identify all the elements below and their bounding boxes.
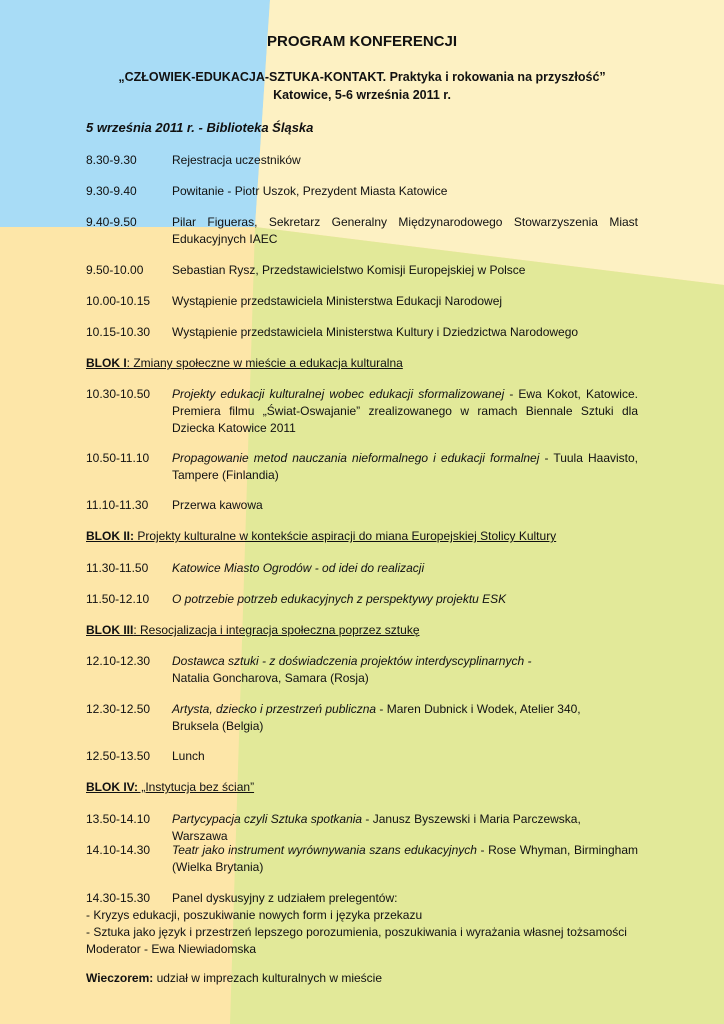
talk-title: Katowice Miasto Ogrodów - od idei do realizacji: [172, 561, 425, 575]
item-time: 10.00-10.15: [86, 294, 151, 308]
item-text: Rejestracja uczestników: [172, 153, 301, 167]
item-time: 9.40-9.50: [86, 215, 137, 229]
evening-label: Wieczorem:: [86, 971, 154, 985]
item-text: Wystąpienie przedstawiciela Ministerstwa Kultury i Dziedzictwa Narodowego: [172, 325, 579, 339]
item-time: 10.15-10.30: [86, 325, 151, 339]
talk-title: Projekty edukacji kulturalnej wobec edukacji sformalizowanej: [172, 387, 505, 401]
conference-date-place: Katowice, 5-6 września 2011 r.: [273, 88, 451, 102]
item-text: Pilar Figueras, Sekretarz Generalny Międzynarodowego Stowarzyszenia Miast Edukacyjnych IAEC: [172, 215, 638, 246]
item-time: 10.30-10.50: [86, 387, 151, 401]
block-heading: [86, 355, 403, 372]
panel-topic: - Sztuka jako język i przestrzeń lepszego porozumienia, poszukiwania i wyrażania własnej tożsamości: [86, 925, 627, 939]
block-heading: [86, 779, 254, 796]
conference-name: „CZŁOWIEK-EDUKACJA-SZTUKA-KONTAKT. Praktyka i rokowania na przyszłość”: [118, 70, 606, 84]
talk-speaker: Natalia Goncharova, Samara (Rosja): [172, 671, 369, 685]
document-title: PROGRAM KONFERENCJI: [266, 33, 457, 50]
block-label: BLOK IV:: [86, 780, 139, 794]
item-time: 12.30-12.50: [86, 702, 151, 716]
item-text: Lunch: [172, 749, 205, 763]
talk-speaker: - Janusz Byszewski i Maria Parczewska, Warszawa: [172, 812, 581, 843]
item-desc: [172, 653, 638, 687]
item-desc: [172, 560, 638, 577]
block-label: BLOK II:: [86, 529, 134, 543]
item-time: 14.10-14.30: [86, 843, 151, 857]
item-desc: [172, 450, 638, 484]
item-text: Wystąpienie przedstawiciela Ministerstwa Edukacji Narodowej: [172, 294, 503, 308]
item-time: 10.50-11.10: [86, 451, 150, 465]
item-time: 11.10-11.30: [86, 498, 149, 512]
item-desc: [172, 811, 638, 845]
panel-time: 14.30-15.30: [86, 891, 151, 905]
block-title: Projekty kulturalne w kontekście aspiracji do miana Europejskiej Stolicy Kultury: [134, 529, 557, 543]
day-heading: 5 września 2011 r. - Biblioteka Śląska: [86, 120, 314, 135]
block-heading: [86, 528, 556, 545]
block-label: BLOK I: [86, 356, 127, 370]
panel-moderator: Moderator - Ewa Niewiadomska: [86, 942, 257, 956]
block-title: „Instytucja bez ścian”: [138, 780, 255, 794]
item-time: 12.10-12.30: [86, 654, 151, 668]
item-text: Powitanie - Piotr Uszok, Prezydent Miasta Katowice: [172, 184, 448, 198]
panel-title: Panel dyskusyjny z udziałem prelegentów:: [172, 891, 398, 905]
item-desc: [172, 701, 602, 735]
talk-title: Teatr jako instrument wyrównywania szans edukacyjnych: [172, 843, 477, 857]
item-text: Sebastian Rysz, Przedstawicielstwo Komisji Europejskiej w Polsce: [172, 263, 526, 277]
item-desc: [172, 386, 638, 437]
evening-note: [86, 971, 382, 985]
item-time: 9.30-9.40: [86, 184, 137, 198]
talk-speaker: - Rose Whyman, Birmingham (Wielka Brytania): [172, 843, 638, 874]
block-label: BLOK III: [86, 623, 134, 637]
item-time: 11.50-12.10: [86, 592, 150, 606]
item-desc: [172, 842, 638, 876]
item-time: 11.30-11.50: [86, 561, 149, 575]
talk-speaker: - Maren Dubnick i Wodek, Atelier 340, Bruksela (Belgia): [172, 702, 581, 733]
item-text: Przerwa kawowa: [172, 498, 263, 512]
talk-title: Partycypacja czyli Sztuka spotkania: [172, 812, 363, 826]
item-time: 12.50-13.50: [86, 749, 151, 763]
item-time: 9.50-10.00: [86, 263, 144, 277]
evening-text: udział w imprezach kulturalnych w mieście: [153, 971, 382, 985]
panel-heading: [86, 890, 646, 907]
talk-title: O potrzebie potrzeb edukacyjnych z perspektywy projektu ESK: [172, 592, 507, 606]
talk-speaker: - Ewa Kokot, Katowice. Premiera filmu „Świat-Oswajanie” zrealizowanego w ramach Biennale Sztuki dla Dziecka Katowice 2011: [172, 387, 638, 435]
block-title: : Zmiany społeczne w mieście a edukacja kulturalna: [126, 356, 403, 370]
block-title: : Resocjalizacja i integracja społeczna poprzez sztukę: [133, 623, 420, 637]
talk-title: Dostawca sztuki - z doświadczenia projektów interdyscyplinarnych -: [172, 654, 532, 668]
item-time: 13.50-14.10: [86, 812, 151, 826]
talk-title: Artysta, dziecko i przestrzeń publiczna: [172, 702, 377, 716]
panel-discussion: [86, 890, 646, 958]
talk-speaker: - Tuula Haavisto, Tampere (Finlandia): [172, 451, 638, 482]
talk-title: Propagowanie metod nauczania nieformalnego i edukacji formalnej: [172, 451, 540, 465]
block-heading: [86, 622, 420, 639]
item-time: 8.30-9.30: [86, 153, 137, 167]
item-desc: [172, 591, 638, 608]
panel-topic: - Kryzys edukacji, poszukiwanie nowych form i języka przekazu: [86, 908, 423, 922]
